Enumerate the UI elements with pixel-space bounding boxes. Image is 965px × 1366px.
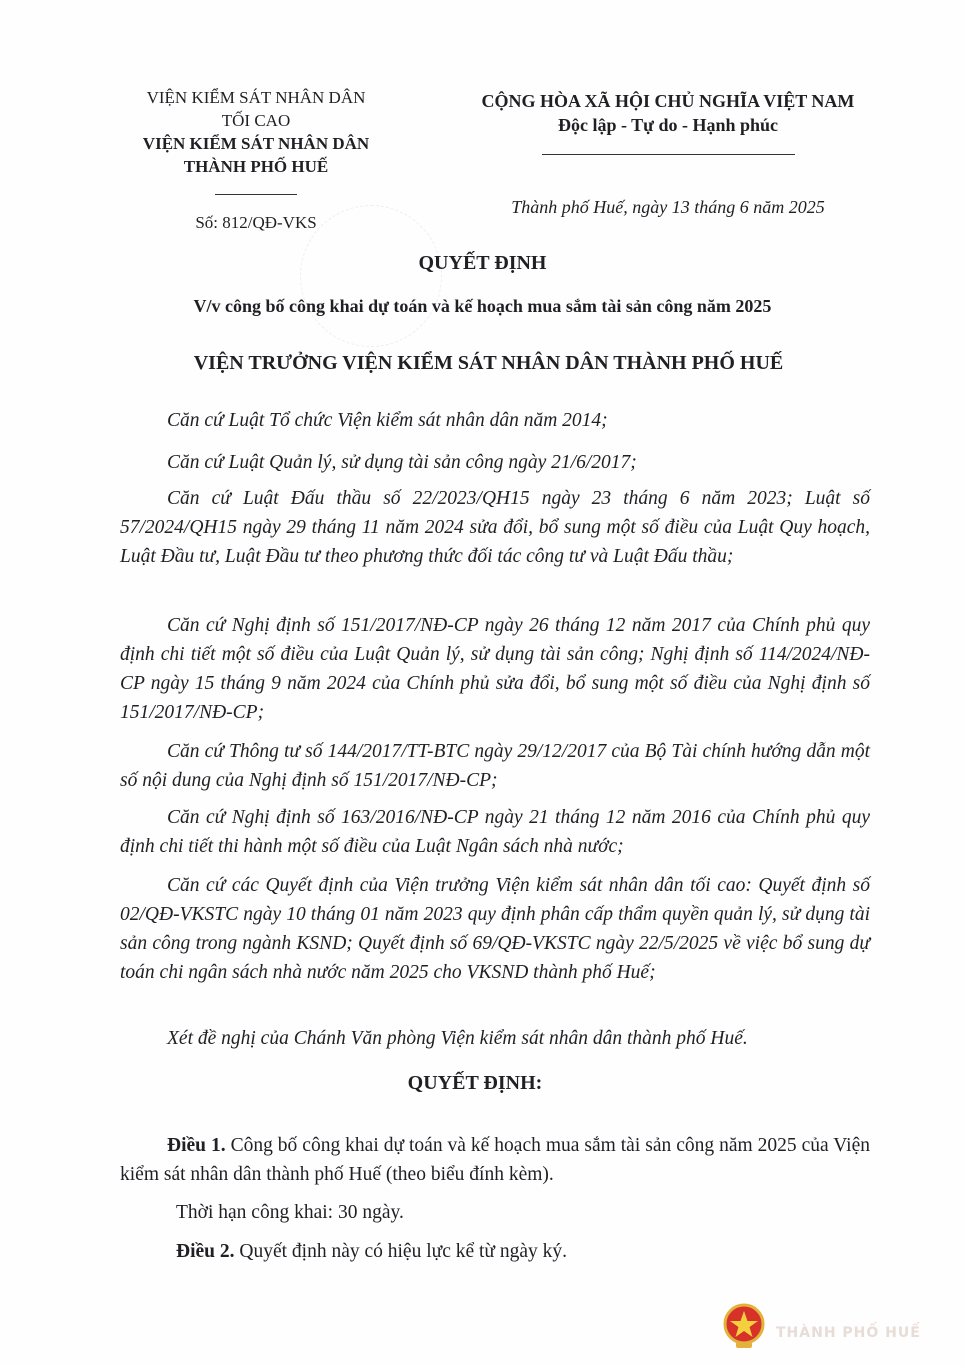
national-header <box>448 89 888 161</box>
ground-3: Căn cứ Luật Đấu thầu số 22/2023/QH15 ngày 23 tháng 6 năm 2023; Luật số 57/2024/QH15 ngày 29 tháng 11 năm 2024 sửa đổi, bổ sung một số điều của Luật Quy hoạch, Luật Đầu tư, Luật Đầu tư theo phương thức đối tác công tư và Luật Đấu thầu; <box>120 488 870 567</box>
ground-5: Căn cứ Thông tư số 144/2017/TT-BTC ngày 29/12/2017 của Bộ Tài chính hướng dẫn một số nội dung của Nghị định số 151/2017/NĐ-CP; <box>120 741 870 791</box>
ground-7: Căn cứ các Quyết định của Viện trưởng Viện kiểm sát nhân dân tối cao: Quyết định số 02/QĐ-VKSTC ngày 10 tháng 01 năm 2023 quy định phân cấp thẩm quyền quản lý, sử dụng tài sản công trong ngành KSND; Quyết định số 69/QĐ-VKSTC ngày 22/5/2025 về việc bổ sung dự toán chi ngân sách nhà nước năm 2025 cho VKSND thành phố Huế; <box>120 875 870 983</box>
article-1-label: Điều 1. <box>167 1135 226 1156</box>
watermark-text: THÀNH PHỐ HUẾ <box>776 1325 921 1341</box>
decision-heading: QUYẾT ĐỊNH: <box>407 1072 543 1094</box>
ground-1: Căn cứ Luật Tổ chức Viện kiểm sát nhân dân năm 2014; <box>167 410 608 431</box>
motto: Độc lập - Tự do - Hạnh phúc <box>557 115 779 135</box>
ground-6: Căn cứ Nghị định số 163/2016/NĐ-CP ngày 21 tháng 12 năm 2016 của Chính phủ quy định chi tiết thi hành một số điều của Luật Ngân sách nhà nước; <box>120 807 870 857</box>
issue-date: Thành phố Huế, ngày 13 tháng 6 năm 2025 <box>511 197 825 217</box>
issuing-authority: VIỆN TRƯỞNG VIỆN KIỂM SÁT NHÂN DÂN THÀNH PHỐ HUẾ <box>193 352 784 374</box>
agency-line-1: VIỆN KIỂM SÁT NHÂN DÂN <box>146 88 366 107</box>
article-2-text: Quyết định này có hiệu lực kể từ ngày ký. <box>234 1241 568 1262</box>
ground-8: Xét đề nghị của Chánh Văn phòng Viện kiểm sát nhân dân thành phố Huế. <box>167 1028 748 1049</box>
article-1-term: Thời hạn công khai: 30 ngày. <box>176 1202 404 1223</box>
document-number: Số: 812/QĐ-VKS <box>195 213 317 232</box>
national-emblem-icon <box>722 1302 766 1350</box>
article-2-label: Điều 2. <box>176 1241 235 1262</box>
article-1-text: Công bố công khai dự toán và kế hoạch mua sắm tài sản công năm 2025 của Viện kiểm sát nhân dân thành phố Huế (theo biểu đính kèm). <box>120 1135 871 1185</box>
agency-line-2: TỐI CAO <box>221 111 291 130</box>
agency-line-4: THÀNH PHỐ HUẾ <box>183 157 329 176</box>
agency-line-3: VIỆN KIỂM SÁT NHÂN DÂN <box>142 134 370 153</box>
ground-2: Căn cứ Luật Quản lý, sử dụng tài sản công ngày 21/6/2017; <box>167 452 637 473</box>
document-subject: V/v công bố công khai dự toán và kế hoạch mua sắm tài sản công năm 2025 <box>193 296 772 316</box>
country-name: CỘNG HÒA XÃ HỘI CHỦ NGHĨA VIỆT NAM <box>481 91 855 111</box>
ground-4: Căn cứ Nghị định số 151/2017/NĐ-CP ngày 26 tháng 12 năm 2017 của Chính phủ quy định chi tiết một số điều của Luật Quản lý, sử dụng tài sản công; Nghị định số 114/2024/NĐ-CP ngày 15 tháng 9 năm 2024 của Chính phủ sửa đổi, bổ sung một số điều của Nghị định số 151/2017/NĐ-CP; <box>120 615 870 723</box>
article-2 <box>120 1237 870 1266</box>
issuing-agency-block <box>115 86 397 234</box>
motto-underline <box>542 154 795 155</box>
article-1 <box>120 1131 870 1189</box>
agency-underline <box>215 194 297 195</box>
document-title: QUYẾT ĐỊNH <box>418 252 547 274</box>
